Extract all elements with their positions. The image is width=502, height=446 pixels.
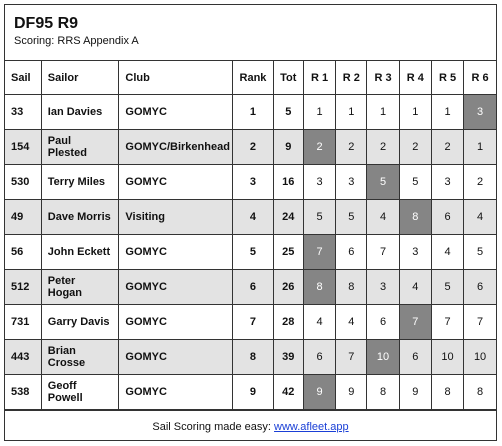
total-value: 16 — [273, 165, 303, 200]
sail-number: 56 — [5, 235, 41, 270]
sail-number: 512 — [5, 270, 41, 305]
race-score: 6 — [464, 270, 496, 305]
sail-number: 49 — [5, 200, 41, 235]
race-score-discarded: 7 — [303, 235, 335, 270]
table-row — [5, 270, 496, 305]
race-score: 5 — [336, 200, 367, 235]
club-name: GOMYC — [119, 375, 233, 410]
col-sail: Sail — [5, 61, 41, 95]
club-name: Visiting — [119, 200, 233, 235]
total-value: 25 — [273, 235, 303, 270]
race-score-discarded: 7 — [399, 305, 431, 340]
sail-number: 33 — [5, 95, 41, 130]
col-club: Club — [119, 61, 233, 95]
race-score: 4 — [367, 200, 399, 235]
event-title: DF95 R9 — [14, 15, 79, 32]
race-score-discarded: 9 — [303, 375, 335, 410]
table-row — [5, 375, 496, 410]
race-score: 6 — [303, 340, 335, 375]
club-name: GOMYC — [119, 235, 233, 270]
club-name: GOMYC/Birkenhead — [119, 130, 233, 165]
race-score: 4 — [431, 235, 463, 270]
col-r3: R 3 — [367, 61, 399, 95]
sail-number: 538 — [5, 375, 41, 410]
race-score: 4 — [336, 305, 367, 340]
total-value: 5 — [273, 95, 303, 130]
race-score: 6 — [399, 340, 431, 375]
race-score: 3 — [399, 235, 431, 270]
sailor-name: Terry Miles — [41, 165, 119, 200]
sailor-name: Paul Plested — [41, 130, 119, 165]
race-score: 8 — [464, 375, 496, 410]
club-name: GOMYC — [119, 270, 233, 305]
race-score: 4 — [464, 200, 496, 235]
race-score: 1 — [431, 95, 463, 130]
race-score: 3 — [431, 165, 463, 200]
sailor-name: John Eckett — [41, 235, 119, 270]
race-score: 1 — [336, 95, 367, 130]
col-r1: R 1 — [303, 61, 335, 95]
footer-text: Sail Scoring made easy: — [152, 421, 275, 433]
col-r5: R 5 — [431, 61, 463, 95]
results-header — [5, 5, 496, 60]
sailor-name: Ian Davies — [41, 95, 119, 130]
race-score: 7 — [336, 340, 367, 375]
race-score: 1 — [399, 95, 431, 130]
footer — [5, 410, 496, 444]
col-r2: R 2 — [336, 61, 367, 95]
club-name: GOMYC — [119, 340, 233, 375]
col-rank: Rank — [233, 61, 273, 95]
race-score: 6 — [336, 235, 367, 270]
col-tot: Tot — [273, 61, 303, 95]
race-score: 10 — [464, 340, 496, 375]
sail-number: 731 — [5, 305, 41, 340]
race-score: 8 — [431, 375, 463, 410]
rank-value: 1 — [233, 95, 273, 130]
header-row — [5, 61, 496, 95]
sailor-name: Geoff Powell — [41, 375, 119, 410]
race-score: 6 — [367, 305, 399, 340]
race-score: 4 — [399, 270, 431, 305]
results-body — [5, 95, 496, 410]
sail-number: 154 — [5, 130, 41, 165]
race-score: 2 — [464, 165, 496, 200]
total-value: 39 — [273, 340, 303, 375]
race-score: 1 — [464, 130, 496, 165]
afleet-link[interactable]: www.afleet.app — [274, 421, 349, 433]
table-row — [5, 165, 496, 200]
race-score: 6 — [431, 200, 463, 235]
race-score: 3 — [367, 270, 399, 305]
col-r6: R 6 — [464, 61, 496, 95]
scoring-system: Scoring: RRS Appendix A — [14, 35, 139, 47]
race-score-discarded: 3 — [464, 95, 496, 130]
race-score: 1 — [303, 95, 335, 130]
race-score-discarded: 2 — [303, 130, 335, 165]
race-score-discarded: 5 — [367, 165, 399, 200]
race-score: 9 — [399, 375, 431, 410]
race-score: 5 — [431, 270, 463, 305]
race-score-discarded: 8 — [303, 270, 335, 305]
race-score: 8 — [336, 270, 367, 305]
total-value: 9 — [273, 130, 303, 165]
race-score: 5 — [399, 165, 431, 200]
race-score: 9 — [336, 375, 367, 410]
race-score-discarded: 10 — [367, 340, 399, 375]
sail-number: 443 — [5, 340, 41, 375]
rank-value: 9 — [233, 375, 273, 410]
club-name: GOMYC — [119, 95, 233, 130]
race-score: 3 — [336, 165, 367, 200]
race-score: 2 — [367, 130, 399, 165]
race-score: 8 — [367, 375, 399, 410]
club-name: GOMYC — [119, 165, 233, 200]
total-value: 28 — [273, 305, 303, 340]
race-score: 5 — [303, 200, 335, 235]
race-score: 5 — [464, 235, 496, 270]
total-value: 24 — [273, 200, 303, 235]
club-name: GOMYC — [119, 305, 233, 340]
table-row — [5, 200, 496, 235]
table-row — [5, 235, 496, 270]
table-row — [5, 95, 496, 130]
rank-value: 7 — [233, 305, 273, 340]
rank-value: 6 — [233, 270, 273, 305]
race-score: 3 — [303, 165, 335, 200]
sailor-name: Peter Hogan — [41, 270, 119, 305]
race-score: 1 — [367, 95, 399, 130]
table-row — [5, 305, 496, 340]
rank-value: 5 — [233, 235, 273, 270]
results-sheet — [4, 4, 497, 441]
rank-value: 2 — [233, 130, 273, 165]
race-score: 7 — [464, 305, 496, 340]
sailor-name: Garry Davis — [41, 305, 119, 340]
race-score: 10 — [431, 340, 463, 375]
rank-value: 3 — [233, 165, 273, 200]
sailor-name: Brian Crosse — [41, 340, 119, 375]
sailor-name: Dave Morris — [41, 200, 119, 235]
table-row — [5, 130, 496, 165]
race-score: 7 — [431, 305, 463, 340]
sail-number: 530 — [5, 165, 41, 200]
col-r4: R 4 — [399, 61, 431, 95]
race-score: 2 — [431, 130, 463, 165]
race-score-discarded: 8 — [399, 200, 431, 235]
rank-value: 4 — [233, 200, 273, 235]
total-value: 42 — [273, 375, 303, 410]
col-sailor: Sailor — [41, 61, 119, 95]
race-score: 7 — [367, 235, 399, 270]
race-score: 4 — [303, 305, 335, 340]
race-score: 2 — [336, 130, 367, 165]
total-value: 26 — [273, 270, 303, 305]
rank-value: 8 — [233, 340, 273, 375]
race-score: 2 — [399, 130, 431, 165]
table-row — [5, 340, 496, 375]
results-table — [5, 60, 496, 410]
